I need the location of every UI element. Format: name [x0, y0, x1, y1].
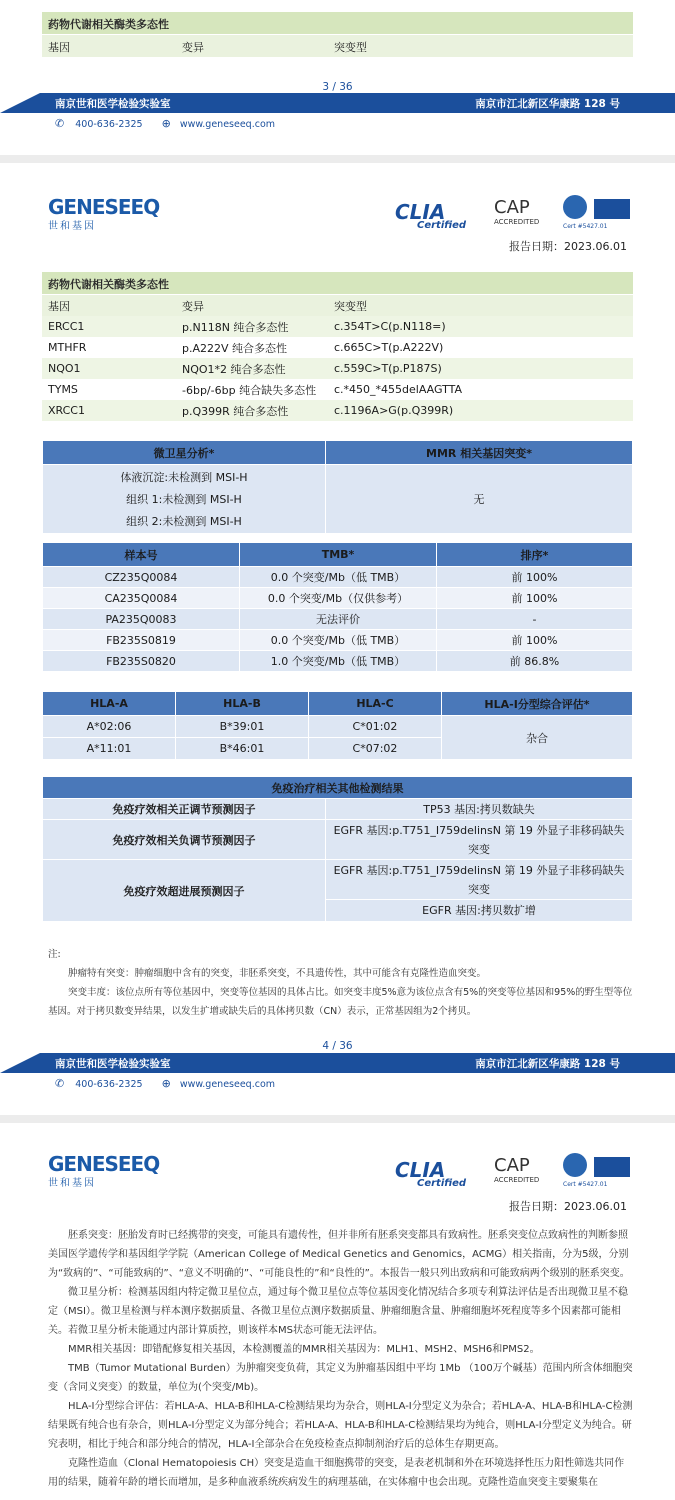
logo-subtext: 世和基因	[48, 221, 96, 232]
sample-cell: PA235Q0083	[43, 609, 240, 630]
notes-title: 注:	[48, 949, 61, 960]
mutation-cell: c.*450_*455delAAGTTA	[334, 383, 463, 396]
globe-icon: ⊕	[161, 117, 171, 130]
hla-a-cell: A*11:01	[43, 738, 176, 760]
tmb-cell: 0.0 个突变/Mb（低 TMB）	[240, 630, 437, 651]
table-row	[42, 400, 633, 421]
logo-subtext: 世和基因	[48, 1178, 96, 1189]
report-date-label: 报告日期：	[509, 1200, 565, 1213]
note-vaf: 突变丰度：该位点所有等位基因中，突变等位基因的具体占比。如突变丰度5%意为该位点含有5%的突变等位基因和95%的野生型等位基因。对于拷贝数变异结果，以发生扩增或缺失后的具体拷贝数（CN）表示，正常基因组为2个拷贝。	[48, 987, 633, 1017]
table-header-row	[43, 692, 633, 716]
phone-icon: ✆	[55, 117, 65, 130]
header-msi: 微卫星分析*	[43, 441, 326, 465]
msi-liquid: 体液沉淀:未检测到 MSI-H	[120, 471, 248, 484]
glossary-section	[48, 1226, 633, 1492]
msi-tissue-1: 组织 1:未检测到 MSI-H	[126, 493, 242, 506]
page-number: 3 / 36	[322, 81, 353, 93]
hla-b-cell: B*46:01	[176, 738, 309, 760]
contact-row	[55, 117, 275, 130]
row-label: 免疫疗效相关负调节预测因子	[43, 820, 326, 860]
phone-icon: ✆	[55, 1077, 65, 1090]
table-row	[42, 316, 633, 337]
gene-cell: TYMS	[48, 383, 78, 396]
table-header-row	[42, 35, 633, 57]
hla-b-cell: B*39:01	[176, 716, 309, 738]
geneseeq-logo	[48, 1152, 158, 1194]
table-header-row	[42, 295, 633, 316]
website-link[interactable]: www.geneseeq.com	[179, 119, 276, 130]
cnas-lab-icon	[594, 1157, 630, 1177]
glossary-msi: 微卫星分析：检测基因组内特定微卫星位点，通过每个微卫星位点等位基因变化情况结合多项专利算法评估是否出现微卫星不稳定（MSI）。微卫星检测与样本测序数据质量、各微卫星位点测序数据质量、肿瘤细胞含量、肿瘤细胞坏死程度等多个因素都可能相关。若微卫星分析未能通过内部计算质控，则该样本MS状态可能无法评估。	[48, 1287, 628, 1336]
sample-cell: CZ235Q0084	[43, 567, 240, 588]
report-date	[509, 238, 627, 254]
row-value: EGFR 基因:p.T751_I759delinsN 第 19 外显子非移码缺失突变	[333, 864, 625, 896]
mmr-result: 无	[326, 465, 633, 534]
glossary-mmr: MMR相关基因：即错配修复相关基因，本检测覆盖的MMR相关基因为：MLH1、MSH2、MSH6和PMS2。	[68, 1344, 540, 1355]
glossary-germline: 胚系突变：胚胎发育时已经携带的突变，可能具有遗传性，但并非所有胚系突变都具有致病性。胚系突变位点致病性的判断参照美国医学遗传学和基因组学学院（American College of Medical Genetics and Genomics，ACMG）相关指南，分为5级，分别为“致病的”、“可能致病的”、“意义不明确的”、“可能良性的”和“良性的”。本报告一般只列出致病和可能致病两个级别的胚系突变。	[48, 1230, 630, 1279]
tmb-cell: 无法评价	[240, 609, 437, 630]
report-date-value: 2023.06.01	[564, 1200, 627, 1213]
drug-table	[42, 295, 633, 421]
logo-text: GENESEEQ	[48, 195, 160, 219]
table-row	[43, 609, 633, 630]
table-header-row	[43, 543, 633, 567]
hla-a-cell: A*02:06	[43, 716, 176, 738]
header-variant: 变异	[182, 41, 204, 54]
table-row	[43, 630, 633, 651]
cap-text: CAP	[494, 1155, 530, 1176]
contact-row	[55, 1077, 275, 1090]
header-rank: 排序*	[437, 543, 633, 567]
header-gene: 基因	[48, 41, 70, 54]
header-tmb: TMB*	[240, 543, 437, 567]
table-row	[43, 716, 633, 738]
tmb-cell: 0.0 个突变/Mb（仅供参考）	[240, 588, 437, 609]
note-somatic: 肿瘤特有突变：肿瘤细胞中含有的突变，非胚系突变，不具遗传性，其中可能含有克隆性造血突变。	[68, 968, 487, 979]
immuno-table	[42, 776, 633, 922]
rank-cell: 前 100%	[437, 630, 633, 651]
cnas-cert: Cert #5427.01	[563, 223, 608, 230]
tmb-cell: 1.0 个突变/Mb（低 TMB）	[240, 651, 437, 672]
immuno-table-title: 免疫治疗相关其他检测结果	[43, 777, 633, 799]
footer-bar	[0, 93, 675, 113]
header-mmr: MMR 相关基因突变*	[326, 441, 633, 465]
gene-cell: XRCC1	[48, 404, 85, 417]
table-row	[43, 588, 633, 609]
sample-cell: CA235Q0084	[43, 588, 240, 609]
footer-lab-name: 南京世和医学检验实验室	[55, 1058, 171, 1070]
hla-c-cell: C*01:02	[309, 716, 442, 738]
msi-result-row	[43, 465, 633, 534]
website-link[interactable]: www.geneseeq.com	[179, 1079, 276, 1090]
clia-badge	[395, 1158, 475, 1192]
variant-cell: p.A222V 纯合多态性	[182, 341, 288, 355]
mutation-cell: c.1196A>G(p.Q399R)	[334, 404, 454, 417]
cnas-badge	[563, 195, 633, 233]
header-hla-a: HLA-A	[43, 692, 176, 716]
row-label: 免疫疗效超进展预测因子	[43, 860, 326, 922]
phone-number[interactable]: 400-636-2325	[75, 119, 143, 130]
table-row	[42, 337, 633, 358]
page-separator	[0, 155, 675, 163]
notes-section	[48, 945, 633, 1021]
gene-cell: MTHFR	[48, 341, 87, 354]
table-row	[43, 860, 633, 922]
table-row	[43, 567, 633, 588]
tmb-table	[42, 542, 633, 672]
variant-cell: p.Q399R 纯合多态性	[182, 404, 289, 418]
clia-badge	[395, 200, 475, 234]
report-date-label: 报告日期：	[509, 240, 565, 253]
header-gene: 基因	[48, 299, 70, 313]
header-mutation: 突变型	[334, 41, 367, 54]
cap-accredited: ACCREDITED	[494, 1176, 540, 1184]
clia-certified: Certified	[417, 220, 467, 231]
rank-cell: 前 100%	[437, 567, 633, 588]
geneseeq-logo	[48, 195, 158, 237]
sample-cell: FB235S0819	[43, 630, 240, 651]
cnas-badge	[563, 1153, 633, 1191]
clia-text: CLIA	[395, 200, 446, 224]
logo-text: GENESEEQ	[48, 1152, 160, 1176]
row-value: EGFR 基因:拷贝数扩增	[326, 899, 632, 920]
footer-address: 南京市江北新区华康路 128 号	[475, 1058, 620, 1070]
header-mutation: 突变型	[334, 299, 367, 313]
hla-table	[42, 691, 633, 760]
gene-cell: ERCC1	[48, 320, 85, 333]
glossary-tmb: TMB（Tumor Mutational Burden）为肿瘤突变负荷，其定义为肿瘤基因组中平均 1Mb （100万个碱基）范围内所含体细胞突变（含同义突变）的数量，单位为(个突变/Mb)。	[48, 1363, 633, 1393]
row-value: EGFR 基因:p.T751_I759delinsN 第 19 外显子非移码缺失突变	[326, 820, 633, 860]
hla-c-cell: C*07:02	[309, 738, 442, 760]
rank-cell: 前 100%	[437, 588, 633, 609]
table-row	[43, 820, 633, 860]
cap-accredited: ACCREDITED	[494, 218, 540, 226]
msi-tissue-2: 组织 2:未检测到 MSI-H	[126, 515, 242, 528]
hla-overall-result: 杂合	[442, 716, 633, 760]
phone-number[interactable]: 400-636-2325	[75, 1079, 143, 1090]
mutation-cell: c.665C>T(p.A222V)	[334, 341, 444, 354]
table-row	[43, 799, 633, 820]
gene-cell: NQO1	[48, 362, 81, 375]
header-sample: 样本号	[43, 543, 240, 567]
table-row	[43, 651, 633, 672]
mutation-cell: c.559C>T(p.P187S)	[334, 362, 442, 375]
page-number: 4 / 36	[322, 1040, 353, 1052]
cnas-seal-icon	[563, 195, 587, 219]
variant-cell: p.N118N 纯合多态性	[182, 320, 289, 334]
variant-cell: -6bp/-6bp 纯合缺失多态性	[182, 383, 317, 397]
header-hla-b: HLA-B	[176, 692, 309, 716]
cap-badge	[480, 197, 555, 233]
tmb-cell: 0.0 个突变/Mb（低 TMB）	[240, 567, 437, 588]
header-hla-overall: HLA-Ⅰ分型综合评估*	[442, 692, 633, 716]
table-header-row	[43, 441, 633, 465]
cnas-seal-icon	[563, 1153, 587, 1177]
msi-table	[42, 440, 633, 534]
drug-table-title: 药物代谢相关酶类多态性	[48, 278, 169, 291]
report-date-value: 2023.06.01	[564, 240, 627, 253]
footer-address: 南京市江北新区华康路 128 号	[475, 98, 620, 110]
cap-text: CAP	[494, 197, 530, 218]
rank-cell: 前 86.8%	[437, 651, 633, 672]
table-row	[42, 358, 633, 379]
cnas-cert: Cert #5427.01	[563, 1181, 608, 1188]
glossary-hla: HLA-Ⅰ分型综合评估：若HLA-A、HLA-B和HLA-C检测结果均为杂合，则HLA-Ⅰ分型定义为杂合；若HLA-A、HLA-B和HLA-C检测结果既有纯合也有杂合，则HLA-Ⅰ分型定义为部分纯合；若HLA-A、HLA-B和HLA-C检测结果均为纯合，则HLA-Ⅰ分型定义为纯合。研究表明，相比于纯合和部分纯合的情况，HLA-Ⅰ全部杂合在免疫检查点抑制剂治疗后的总体生存期更高。	[48, 1401, 633, 1450]
row-value: TP53 基因:拷贝数缺失	[326, 799, 633, 820]
mutation-cell: c.354T>C(p.N118=)	[334, 320, 446, 333]
header-hla-c: HLA-C	[309, 692, 442, 716]
table-row	[42, 379, 633, 400]
section-title-bar	[42, 12, 633, 34]
cnas-lab-icon	[594, 199, 630, 219]
globe-icon: ⊕	[161, 1077, 171, 1090]
report-date	[509, 1198, 627, 1214]
page-separator	[0, 1115, 675, 1123]
cap-badge	[480, 1155, 555, 1191]
msi-results-cell	[43, 465, 326, 534]
variant-cell: NQO1*2 纯合多态性	[182, 362, 286, 376]
footer-lab-name: 南京世和医学检验实验室	[55, 98, 171, 110]
row-label: 免疫疗效相关正调节预测因子	[43, 799, 326, 820]
clia-certified: Certified	[417, 1178, 467, 1189]
row-value-group	[326, 860, 633, 922]
section-title: 药物代谢相关酶类多态性	[48, 18, 169, 31]
table-header-row	[43, 777, 633, 799]
header-variant: 变异	[182, 299, 204, 313]
clia-text: CLIA	[395, 1158, 446, 1182]
drug-table-title-bar	[42, 272, 633, 294]
glossary-ch: 克隆性造血（Clonal Hematopoiesis CH）突变是造血干细胞携带的突变，是表老机制和外在环境选择性压力阳性筛选共同作用的结果，随着年龄的增长而增加，是多种血液系统疾病发生的病理基础，在实体瘤中也会出现。克隆性造血突变主要聚集在	[48, 1458, 625, 1488]
footer-bar	[0, 1053, 675, 1073]
sample-cell: FB235S0820	[43, 651, 240, 672]
rank-cell: -	[437, 609, 633, 630]
